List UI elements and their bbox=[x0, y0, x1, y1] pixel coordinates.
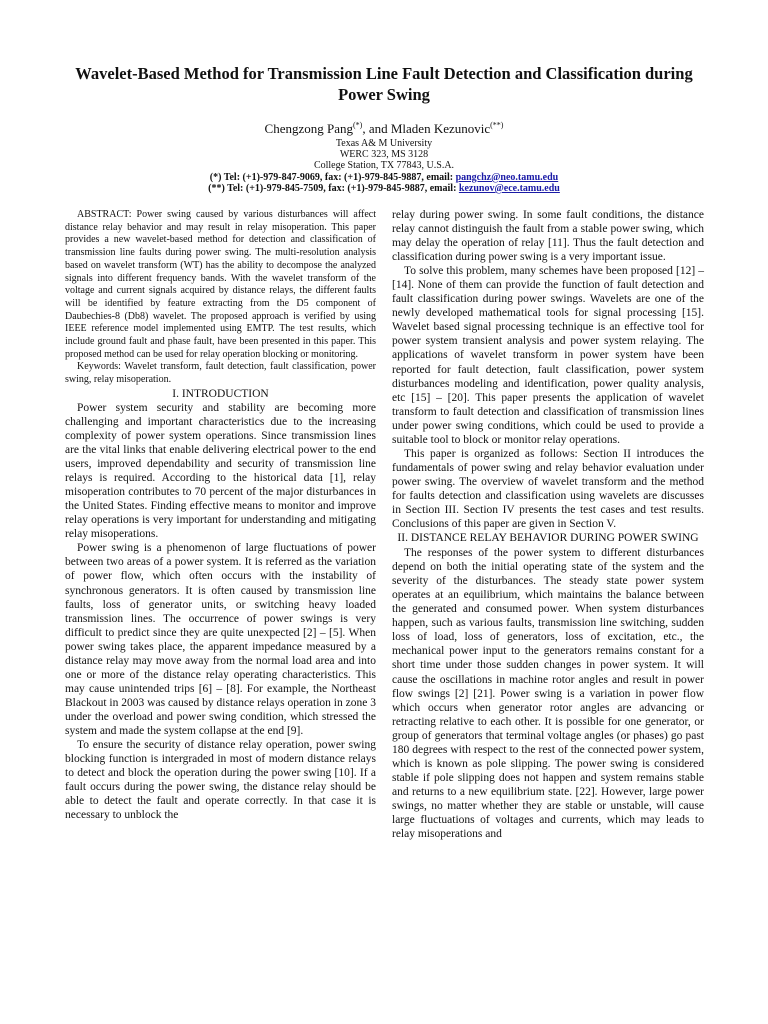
intro-paragraph-1: Power system security and stability are becoming more challenging and important characteristics due to the increasing complexity of power system operations. Since transmission lines are the vital links that enable delivering electrical power to the end users, improved dependability and security of transmission line relays is required. According to the historical data [1], relay misoperation contributes to 70 percent of the major disturbances in the United States. Finding effective means to monitor and improve relay operations is very important for understanding and mitigating relay misoperations. bbox=[65, 401, 376, 541]
left-column bbox=[65, 209, 376, 822]
intro-paragraph-5: This paper is organized as follows: Section II introduces the fundamentals of power swing and relay behavior evaluation under power swing. The overview of wavelet transform and the method for faults detection and classification using wavelets are discusses in Section III. Section IV presents the test cases and test results. Conclusions of this paper are given in Section V. bbox=[392, 447, 704, 531]
affiliation-city: College Station, TX 77843, U.S.A. bbox=[313, 160, 455, 172]
author-line bbox=[60, 120, 708, 137]
intro-paragraph-4: To solve this problem, many schemes have been proposed [12] – [14]. None of them can provide the function of fault detection and fault classification during power swings. Wavelets are one of the newly developed mathematical tools for signal processing [15]. Wavelet based signal processing technique is an effective tool for power system transient analysis and power system relaying. The applications of wavelet transform in power system have been reported for fault detection, fault classification, power system disturbances modeling and identification, power quality analysis, etc [15] – [20]. This paper presents the application of wavelet transform to fault detection and classification of transmission lines under power swing conditions, which could be used to provide a suitable tool to block or monitor relay operations. bbox=[392, 265, 704, 446]
abstract: ABSTRACT: Power swing caused by various disturbances will affect distance relay behavior and may result in relay misoperation. This paper provides a new wavelet-based method for detection and classification of transmission line faults during power swing. The multi-resolution analysis based on wavelet transform (WT) has the ability to decompose the analyzed signals into different frequency bands. With the wavelet transform of the voltage and current signals acquired by distance relays, the different faults will be identified by feature extracting from the D5 component of Daubechies-8 (Db8) wavelet. The proposed approach is verified by using IEEE reference model implemented using EMTP. The test results, which include ground fault and phase fault, have been presented in this paper. This proposed method can be used for relay operation blocking or monitoring. bbox=[65, 209, 376, 360]
affiliation-block bbox=[60, 138, 708, 194]
section-1-heading: I. INTRODUCTION bbox=[172, 387, 269, 400]
author-name-1: Chengzong Pang bbox=[264, 121, 353, 136]
keywords: Keywords: Wavelet transform, fault detection, fault classification, power swing, relay misoperation. bbox=[65, 361, 376, 386]
intro-paragraph-2: Power swing is a phenomenon of large fluctuations of power between two areas of a power system. It is referred as the variation of power flow, which often occurs with the instability of synchronous generators. It is often caused by transmission line faults, loss of generator units, or switching heavy loaded transmission lines. The occurrence of power swings is very difficult to predict since they are quite unexpected [2] – [5]. When power swing takes place, the apparent impedance measured by a distance relay may move away from the normal load area and into one or more of the distance relay operating characteristics. This may cause unintended trips [6] – [8]. For example, the Northeast Blackout in 2003 was caused by distance relays operation in zone 3 under the overload and power swing condition, which stressed the system and made the system collapse at the end [9]. bbox=[65, 542, 376, 737]
author-mark-2: (**) bbox=[490, 120, 504, 130]
author-mark-1: (*) bbox=[353, 120, 363, 130]
affiliation-building: WERC 323, MS 3128 bbox=[339, 149, 429, 161]
continued-paragraph: relay during power swing. In some fault conditions, the distance relay cannot distinguish the fault from a stable power swing, which may delay the operation of relay [11]. Thus the fault detection and classification during power swing is a very important issue. bbox=[392, 209, 704, 264]
paper-title: Wavelet-Based Method for Transmission Line Fault Detection and Classification during Power Swing bbox=[75, 64, 693, 104]
right-column bbox=[392, 208, 704, 841]
email-link-2[interactable]: kezunov@ece.tamu.edu bbox=[458, 182, 560, 194]
email-link-1[interactable]: pangchz@neo.tamu.edu bbox=[455, 171, 559, 183]
section-2-heading: II. DISTANCE RELAY BEHAVIOR DURING POWER SWING bbox=[397, 532, 699, 545]
section-2-paragraph-1: The responses of the power system to different disturbances depend on both the initial operating state of the system and the severity of the disturbances. The steady state power system operates at an equilibrium, which maintains the balance between the generated and consumed power. When system disturbances happen, such as various faults, transmission line switching, sudden loss of load, loss of generators, loss of excitation, etc., the mechanical power input to the generators remains constant for a short time under those sudden changes in power system. It will cause the oscillations in machine rotor angles and result in power flow swings [2] [21]. Power swing is a variation in power flow which occurs when generator rotor angles are advancing or retracting relative to each other. It is possible for one generator, or group of generators that terminal voltage angles (or phases) go past 180 degrees with respect to the rest of the connected power system, which is known as pole slipping. The power swing is considered stable if pole slipping does not happen and system remains stable and returns to a new equilibrium state. [22]. However, large power swings, no matter whether they are stable or unstable, will cause large fluctuations of voltages and currents, which may leads to relay misoperations and bbox=[392, 547, 704, 841]
contact-2-phone: (**) Tel: (+1)-979-845-7509, fax: (+1)-979-845-9887, email: bbox=[208, 182, 459, 194]
contact-line-1 bbox=[60, 172, 708, 183]
author-joiner: , and bbox=[362, 121, 391, 136]
affiliation-university: Texas A& M University bbox=[335, 138, 433, 149]
intro-paragraph-3: To ensure the security of distance relay operation, power swing blocking function is intergraded in most of modern distance relays to detect and block the operation during the power swing [10]. If a fault occurs during the power swing, the distance relay should be able to detect the fault and operate correctly. In that case it is necessary to unblock the bbox=[65, 739, 376, 822]
contact-1-phone: (*) Tel: (+1)-979-847-9069, fax: (+1)-979-845-9887, email: bbox=[209, 171, 456, 183]
author-name-2: Mladen Kezunovic bbox=[390, 121, 491, 136]
contact-line-2 bbox=[60, 183, 708, 194]
